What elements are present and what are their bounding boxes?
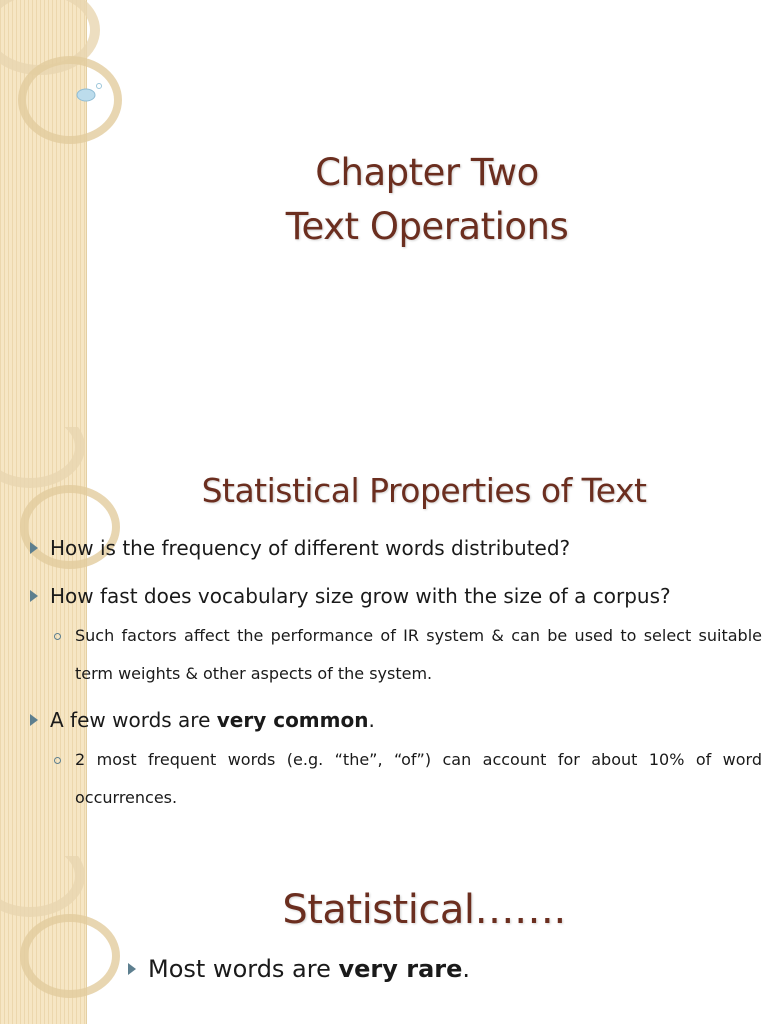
emphasis-text: very common xyxy=(216,708,369,732)
bullet-item xyxy=(30,535,762,561)
sub-bullet-item xyxy=(54,741,762,817)
slide-statistical-properties xyxy=(0,427,768,856)
triangle-bullet-icon xyxy=(30,714,38,726)
triangle-bullet-icon xyxy=(128,963,136,975)
slide-heading: Statistical……. xyxy=(282,887,566,933)
slide-statistical-continued xyxy=(0,856,768,1024)
emphasis-text: very rare xyxy=(338,955,463,983)
slide-heading: Statistical Properties of Text xyxy=(201,471,647,510)
bullet-text: Most words are very rare. xyxy=(148,955,471,983)
bullet-item xyxy=(30,707,762,733)
slide-title xyxy=(0,0,768,427)
triangle-bullet-icon xyxy=(30,590,38,602)
bullet-text: How fast does vocabulary size grow with the size of a corpus? xyxy=(50,584,671,608)
sub-bullet-item xyxy=(54,617,762,693)
bullet-text: A few words are very common. xyxy=(50,708,375,732)
title-line-2: Text Operations xyxy=(285,205,569,248)
bullet-list xyxy=(30,535,762,831)
slide-title-heading xyxy=(86,146,768,254)
bullet-item xyxy=(128,954,762,984)
bullet-list xyxy=(128,954,762,1006)
bullet-item xyxy=(30,583,762,609)
triangle-bullet-icon xyxy=(30,542,38,554)
bullet-text: How is the frequency of different words distributed? xyxy=(50,536,571,560)
sub-bullet-text: 2 most frequent words (e.g. “the”, “of”) can account for about 10% of word occurrences. xyxy=(75,750,762,807)
circle-bullet-icon xyxy=(54,757,61,764)
sub-bullet-text: Such factors affect the performance of IR system & can be used to select suitable term weights & other aspects of the system. xyxy=(75,626,762,683)
title-line-1: Chapter Two xyxy=(315,151,539,194)
circle-bullet-icon xyxy=(54,633,61,640)
